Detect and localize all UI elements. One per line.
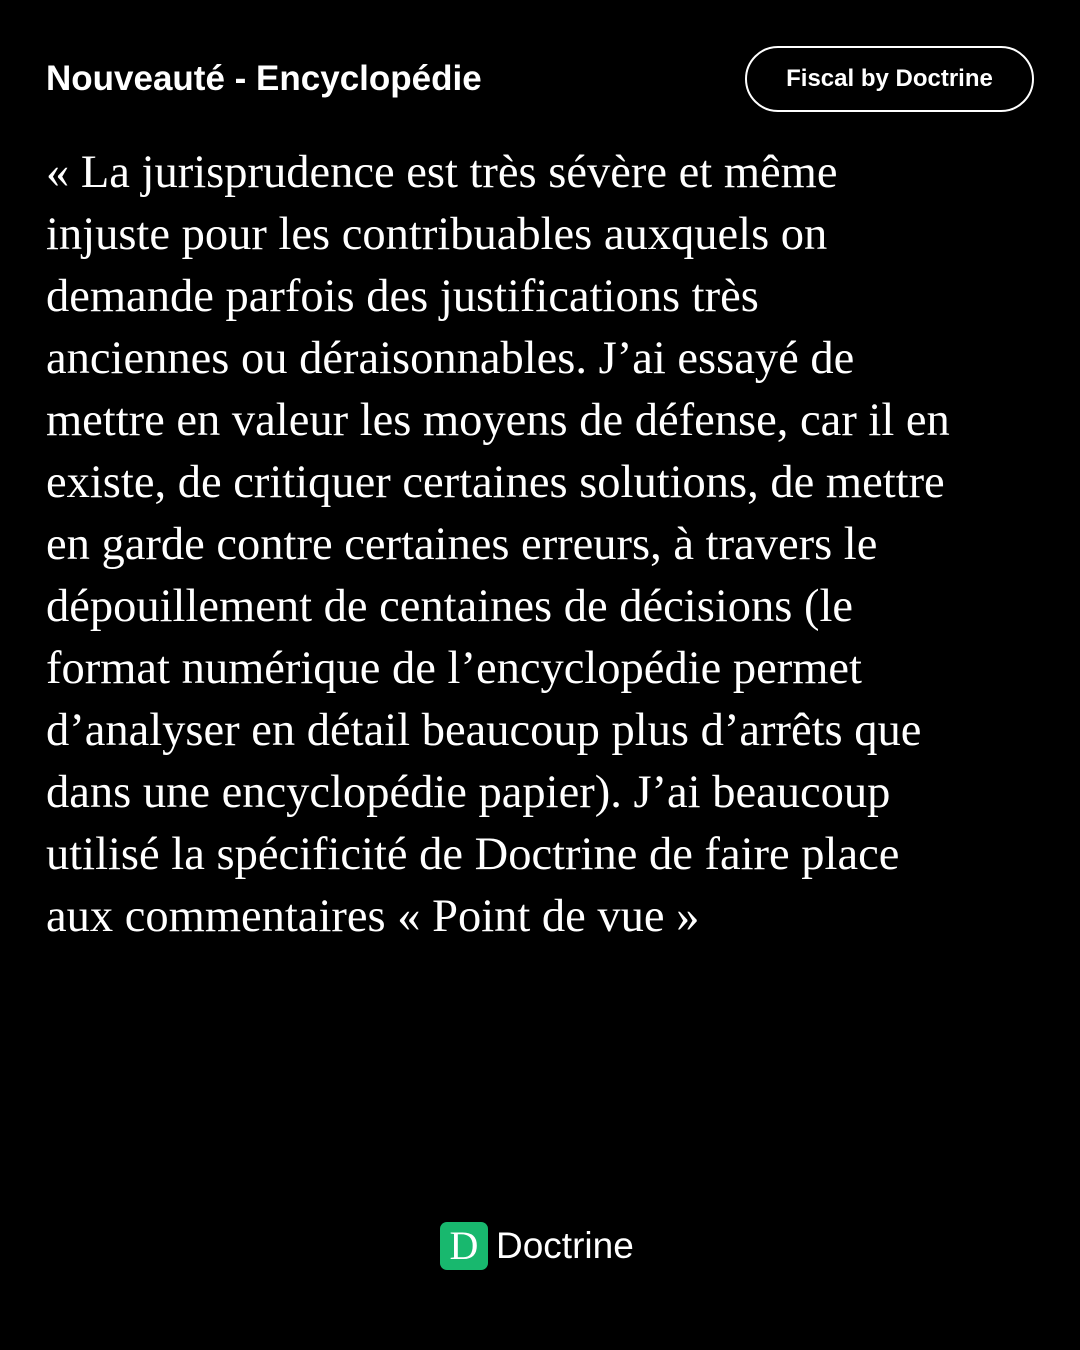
quote-line: d’analyser en détail beaucoup plus d’arrêts que bbox=[46, 705, 922, 756]
quote-line: mettre en valeur les moyens de défense, car il en bbox=[46, 395, 950, 446]
quote-line: anciennes ou déraisonnables. J’ai essayé de bbox=[46, 333, 855, 384]
quote-line: existe, de critiquer certaines solutions, de mettre bbox=[46, 457, 945, 508]
doctrine-logo bbox=[440, 1222, 634, 1270]
quote-line: en garde contre certaines erreurs, à travers le bbox=[46, 519, 878, 570]
quote-line: demande parfois des justifications très bbox=[46, 271, 759, 322]
quote-line: « La jurisprudence est très sévère et même bbox=[46, 147, 838, 198]
quote-line: utilisé la spécificité de Doctrine de faire place bbox=[46, 829, 900, 880]
quote-text bbox=[46, 142, 1036, 948]
quote-line: dépouillement de centaines de décisions (le bbox=[46, 581, 854, 632]
fiscal-badge bbox=[745, 46, 1034, 112]
quote-line: aux commentaires « Point de vue » bbox=[46, 891, 700, 942]
doctrine-logo-text: Doctrine bbox=[496, 1225, 634, 1266]
quote-line: injuste pour les contribuables auxquels on bbox=[46, 209, 828, 260]
fiscal-badge-label: Fiscal by Doctrine bbox=[786, 65, 993, 92]
page-title: Nouveauté - Encyclopédie bbox=[46, 59, 482, 98]
quote-line: format numérique de l’encyclopédie permet bbox=[46, 643, 862, 694]
doctrine-logo-icon: D bbox=[440, 1222, 488, 1270]
quote-line: dans une encyclopédie papier). J’ai beaucoup bbox=[46, 767, 891, 818]
